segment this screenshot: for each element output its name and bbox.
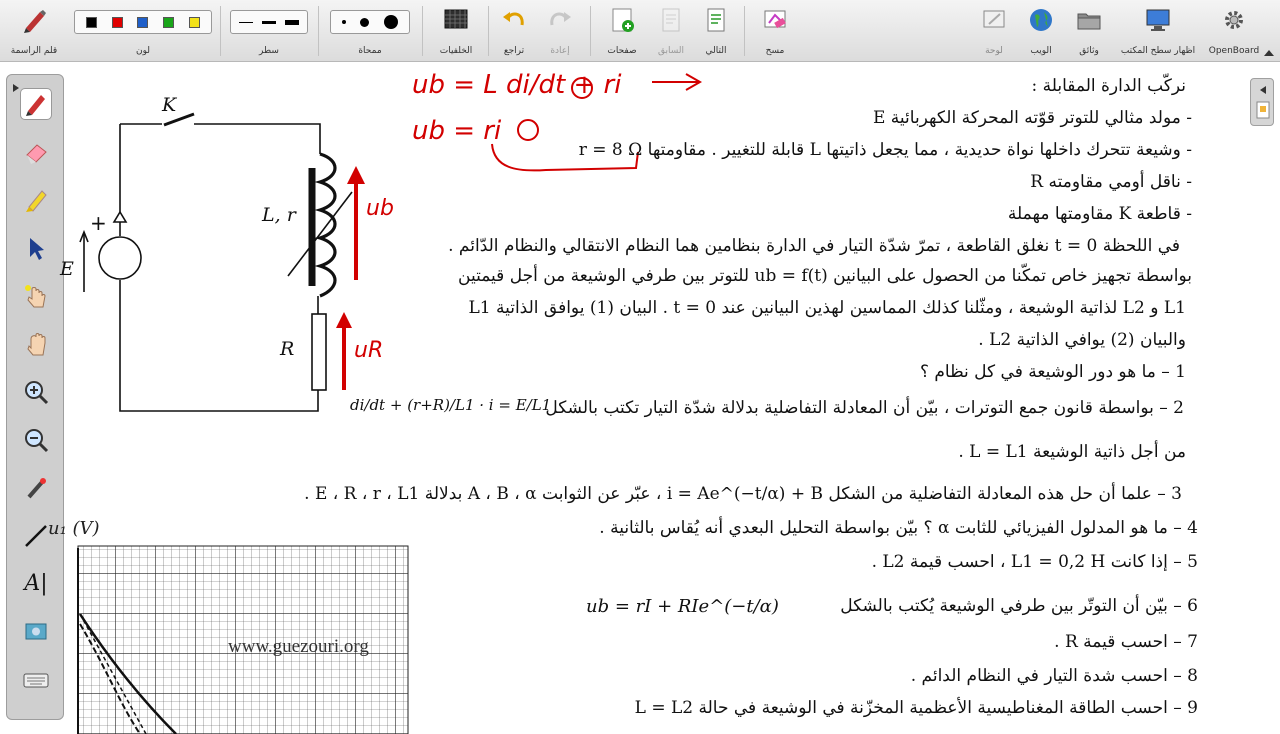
text-line: بواسطة تجهيز خاص تمكّنا من الحصول على البيانين ub = f(t) للتوتر بين طرفي الوشيعة من أجل قيمتين [458,266,1192,286]
clear-page-button[interactable] [752,0,798,62]
show-desktop-button[interactable] [1114,0,1202,62]
text-line: والبيان (2) يوافي الذاتية L2 . [978,330,1186,350]
pen-tool-button[interactable] [2,0,66,62]
handwritten-strokes [486,62,806,182]
text-line: 5 – إذا كانت L1 = 0,2 H ، احسب قيمة L2 . [871,552,1198,572]
text-line: 9 – احسب الطاقة المغناطيسية الأعظمية المخزّنة في الوشيعة في حالة L = L2 [634,698,1198,718]
handle-arrow-icon [1258,85,1268,95]
pages-label: صفحات [607,46,637,56]
eraser-small-option[interactable] [342,20,346,24]
interact-hand-tool-icon[interactable] [21,281,51,311]
color-yellow-swatch[interactable] [189,17,200,28]
color-green-swatch[interactable] [163,17,174,28]
line-medium-option[interactable] [262,21,276,24]
page-thumbnails-handle[interactable] [1250,78,1274,126]
documents-label: وثائق [1079,46,1099,56]
color-black-swatch[interactable] [86,17,97,28]
ur-annotation: uR [354,338,384,363]
text-line: من أجل ذاتية الوشيعة L = L1 . [958,442,1186,462]
text-line: L1 و L2 لذاتية الوشيعة ، ومثّلنا كذلك المماسين لهذين البيانين عند 0 = t . البيان (1) يوافق الذاتية L1 [468,298,1186,318]
redo-icon [546,6,574,34]
graph-y-axis-label: u₁ (V) [48,518,100,539]
handwritten-equation-2: ub = ri [412,116,502,146]
zoom-in-icon[interactable] [21,377,51,407]
undo-icon [500,6,528,34]
laser-pointer-icon[interactable] [21,473,51,503]
text-line: 2 – بواسطة قانون جمع التوترات ، بيّن أن المعادلة التفاضلية بدلالة شدّة التيار تكتب بالشكل [545,398,1184,418]
ub-expression: ub = rI + RIe^(−t/α) [586,596,779,617]
line-width-options [230,10,308,34]
coil-label: L, r [262,204,296,226]
text-line: - قاطعة K مقاومتها مهملة [1007,204,1192,224]
text-line: 8 – احسب شدة التيار في النظام الدائم . [910,666,1198,686]
color-label: لون [135,46,150,56]
redo-button[interactable] [538,0,582,62]
color-blue-swatch[interactable] [137,17,148,28]
ub-annotation: ub [366,196,394,221]
voltage-time-graph [36,534,446,734]
folder-icon [1075,6,1103,34]
board-label: لوحة [985,46,1003,56]
text-line: 6 – بيّن أن التوتّر بين طرفي الوشيعة يُكتب بالشكل [840,596,1198,616]
board-icon [980,6,1008,34]
documents-button[interactable] [1066,0,1112,62]
backgrounds-label: الخلفيات [439,46,473,56]
top-toolbar [0,0,1280,62]
pen-icon [20,6,48,34]
text-line: - وشيعة تتحرك داخلها نواة حديدية ، مما يجعل ذاتيتها L قابلة للتغيير . مقاومتها r = 8 Ω [578,140,1192,160]
previous-page-button[interactable] [650,0,692,62]
eraser-large-option[interactable] [384,15,398,29]
page-icon [1255,101,1271,119]
text-line: 7 – احسب قيمة R . [1054,632,1198,652]
previous-page-icon [657,6,685,34]
line-thin-option[interactable] [239,22,253,23]
clear-page-icon [761,6,789,34]
monitor-icon [1144,6,1172,34]
undo-label: تراجع [503,46,525,56]
text-line: - مولد مثالي للتوتر قوّته المحركة الكهربائية E [872,108,1192,128]
handwritten-equation-1: ub = L di/dt + ri [412,70,622,100]
highlighter-tool-icon[interactable] [21,185,51,215]
text-line: نركّب الدارة المقابلة : [1031,76,1186,96]
globe-icon [1027,6,1055,34]
color-palette [74,10,212,34]
generator-label: E [60,258,74,280]
hand-drag-tool-icon[interactable] [21,329,51,359]
grid-background-icon [442,6,470,34]
pointer-tool-icon[interactable] [21,233,51,263]
svg-text:+: + [90,211,107,235]
text-line: 3 – علما أن حل هذه المعادلة التفاضلية من الشكل i = Ae^(−t/α) + B ، عبّر عن الثوابت A ، B ، α بدلالة E ، R ، r ، L1 . [304,484,1182,504]
text-line: - ناقل أومي مقاومته R [1030,172,1192,192]
color-group [70,0,216,62]
differential-equation: di/dt + (r+R)/L1 · i = E/L1 [350,396,552,414]
web-label: الويب [1030,46,1052,56]
switch-label: K [162,94,177,116]
resistor-label: R [280,338,295,360]
zoom-out-icon[interactable] [21,425,51,455]
text-line: في اللحظة 0 = t نغلق القاطعة ، تمرّ شدّة التيار في الدارة بنظامين هما النظام الانتقالي والنظام الدّائم . [448,236,1180,256]
web-button[interactable] [1018,0,1064,62]
next-label: التالي [705,46,727,56]
previous-label: السابق [657,46,685,56]
next-page-button[interactable] [694,0,738,62]
eraser-size-options [330,10,410,34]
redo-label: إعادة [550,46,570,56]
clear-label: مسح [765,46,785,56]
watermark: www.guezouri.org [228,636,369,657]
undo-button[interactable] [492,0,536,62]
text-tool-icon[interactable]: A| [24,571,48,596]
add-page-button[interactable] [596,0,648,62]
show-desktop-label: اظهار سطح المكتب [1120,46,1196,56]
board-button[interactable] [972,0,1016,62]
line-width-group [226,0,312,62]
board-page[interactable] [48,62,1250,720]
openboard-label: OpenBoard [1208,46,1260,56]
scroll-up-arrow-icon[interactable] [1262,46,1276,60]
text-line: 4 – ما هو المدلول الفيزيائي للثابت α ؟ بيّن بواسطة التحليل البعدي أنه يُقاس بالثانية . [599,518,1198,538]
next-page-icon [702,6,730,34]
add-page-icon [608,6,636,34]
eraser-size-group [326,0,414,62]
line-label: سطر [259,46,279,56]
openboard-menu-button[interactable] [1204,0,1264,62]
eraser-medium-option[interactable] [360,18,369,27]
pen-label: قلم الراسمة [10,46,58,56]
eraser-tool-icon[interactable] [21,137,51,167]
text-line: 1 – ما هو دور الوشيعة في كل نظام ؟ [919,362,1186,382]
gear-icon [1220,6,1248,34]
pen-tool-icon[interactable] [21,89,51,119]
backgrounds-button[interactable] [428,0,484,62]
eraser-size-label: ممحاة [358,46,382,56]
color-red-swatch[interactable] [112,17,123,28]
dock-collapse-arrow-icon[interactable] [11,83,21,93]
line-thick-option[interactable] [285,20,299,25]
